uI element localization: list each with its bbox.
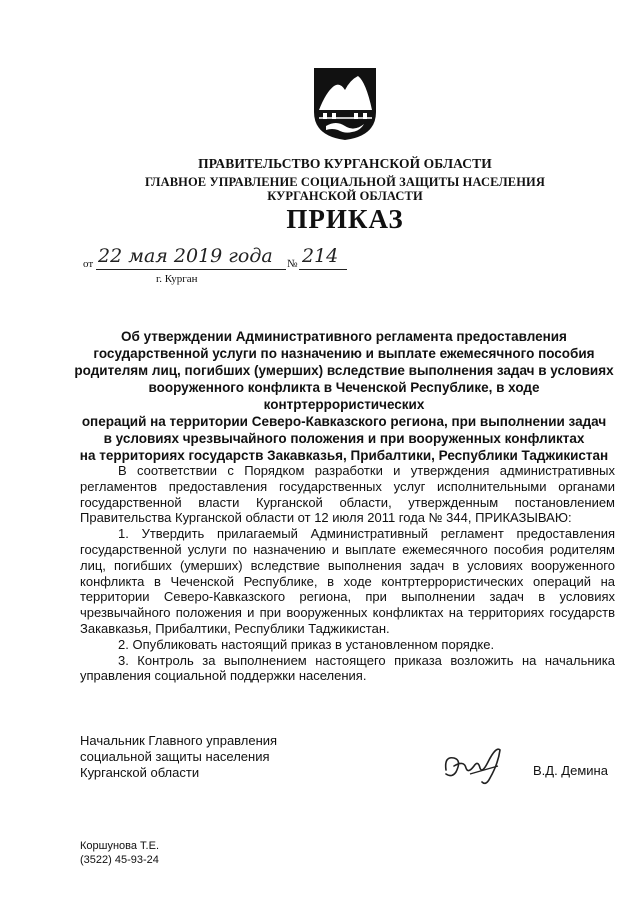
executor-phone: (3522) 45-93-24 <box>80 854 159 866</box>
position-line: Курганской области <box>80 765 200 780</box>
preamble-paragraph: В соответствии с Порядком разработки и утверждения административных регламентов предоставления государственных услуг исполнительными органами государственной власти Курганской области, утвержденным постановлением Правительства Курганской области от 12 июля 2011 года № 344, ПРИКАЗЫВАЮ: <box>80 463 615 526</box>
order-body <box>80 463 615 684</box>
signatory-name: В.Д. Демина <box>533 763 608 778</box>
executor-name: Коршунова Т.Е. <box>80 840 160 852</box>
title-line: операций на территории Северо-Кавказского региона, при выполнении задач <box>81 414 607 429</box>
handwritten-date: 22 мая 2019 года <box>98 245 273 267</box>
coat-of-arms-emblem <box>312 66 378 142</box>
order-title <box>70 328 618 464</box>
position-line: Начальник Главного управления <box>80 733 278 748</box>
title-line: государственной услуги по назначению и выплате ежемесячного пособия <box>93 346 595 361</box>
title-line: Об утверждении Административного регламента предоставления <box>121 329 567 344</box>
number-label: № <box>287 258 298 270</box>
title-line: на территориях государств Закавказья, Прибалтики, Республики Таджикистан <box>79 448 609 463</box>
order-item-1: 1. Утвердить прилагаемый Административный регламент предоставления государственной услуги по назначению и выплате ежемесячного пособия родителям лиц, погибших (умерших) вследствие выполнения задач в условиях вооруженного конфликта в Чеченской Республике, в ходе контртеррористических операций на территории Северо-Кавказского региона, при выполнении задач в условиях чрезвычайного положения и при вооруженных конфликтах на территориях государств Закавказья, Прибалтики, Республики Таджикистан. <box>80 526 615 636</box>
executor-info <box>80 839 159 867</box>
order-item-2: 2. Опубликовать настоящий приказ в установленном порядке. <box>118 636 495 652</box>
date-underline <box>96 269 286 270</box>
handwritten-number: 214 <box>302 245 339 267</box>
title-line: вооруженного конфликта в Чеченской Республике, в ходе контртеррористических <box>148 380 540 412</box>
number-underline <box>299 269 347 270</box>
signatory-position <box>80 733 277 781</box>
date-from-label: от <box>83 258 94 270</box>
handwritten-signature <box>440 744 510 788</box>
city-label: г. Курган <box>156 273 198 285</box>
title-line: в условиях чрезвычайного положения и при вооруженных конфликтах <box>103 431 585 446</box>
org-name-line2: ГЛАВНОЕ УПРАВЛЕНИЕ СОЦИАЛЬНОЙ ЗАЩИТЫ НАСЕЛЕНИЯ <box>145 175 545 189</box>
org-name-line1: ПРАВИТЕЛЬСТВО КУРГАНСКОЙ ОБЛАСТИ <box>198 156 492 171</box>
position-line: социальной защиты населения <box>80 749 270 764</box>
title-line: родителям лиц, погибших (умерших) вследствие выполнения задач в условиях <box>74 363 614 378</box>
order-item-3: 3. Контроль за выполнением настоящего приказа возложить на начальника управления социальной поддержки населения. <box>80 652 615 684</box>
org-name-line3: КУРГАНСКОЙ ОБЛАСТИ <box>267 189 423 203</box>
document-type-title: ПРИКАЗ <box>286 204 404 234</box>
